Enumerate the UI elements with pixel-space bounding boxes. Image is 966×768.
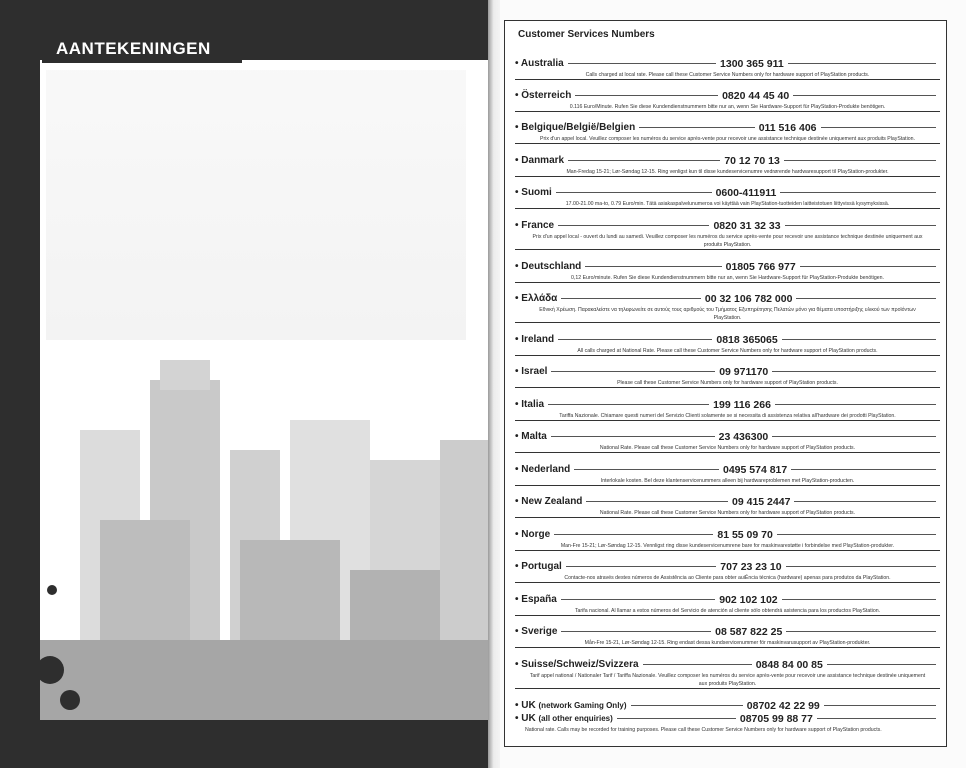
entry-sverige <box>515 625 940 648</box>
entry-note: 0.116 Euro/Minute. Rufen Sie diese Kundendienstnummern bitte nur an, wenn Sie Hardware-Support für PlayStation-Produkte benötigen. <box>569 104 886 110</box>
phone-number: 81 55 09 70 <box>717 528 773 541</box>
faded-watermark <box>46 70 466 370</box>
entry-ireland <box>515 333 940 356</box>
phone-number: 011 516 406 <box>758 121 817 134</box>
section-title: Customer Services Numbers <box>518 29 655 40</box>
country-name: • Sverige <box>515 626 558 637</box>
phone-number: 902 102 102 <box>719 593 778 606</box>
entry-note: Εθνική Χρέωση. Παρακαλείστε να τηλεφωνείτε σε αυτούς τους αριθμούς του Τμήματος Εξυπηρέτησης Πελατών μόνο για θέματα υποστήριξης υλικού των προϊόντων PlayStation. <box>539 307 916 321</box>
country-name: • Suisse/Schweiz/Svizzera <box>515 659 639 670</box>
entry-note: All calls charged at National Rate. Please call these Customer Service Numbers only for hardware support of PlayStation products. <box>577 348 878 354</box>
customer-services-box <box>504 20 947 747</box>
entry-portugal <box>515 560 940 583</box>
country-name: • Österreich <box>515 90 572 101</box>
phone-number: 199 116 266 <box>713 398 771 411</box>
country-name: • Ireland <box>515 334 555 345</box>
entry-malta <box>515 430 940 453</box>
entry-note: Interlokale kosten. Bel deze klantenservicenummers alleen bij hardwareproblemen met PlayStation-producten. <box>600 478 855 484</box>
phone-number: 08705 99 88 77 <box>739 712 813 725</box>
entry-note: Calls charged at local rate. Please call these Customer Service Numbers only for hardware support of PlayStation products. <box>585 72 870 78</box>
entry-israel <box>515 365 940 388</box>
entry-note: National rate. Calls may be recorded for training purposes. Please call these Customer Service Numbers only for hardware support of PlayStation products. <box>525 727 882 733</box>
entry-note: National Rate. Please call these Customer Service Numbers only for hardware support of PlayStation products. <box>599 445 856 451</box>
entry-note: Tarif appel national / Nationaler Tarif / Tariffa Nazionale. Veuillez composer les numéros du service après-vente pour recevoir une assistance technique destinée uniquement aux produits PlayStation. <box>529 673 926 687</box>
uk-sub-label: (all other enquiries) <box>538 714 613 723</box>
page-title: AANTEKENINGEN <box>42 35 242 63</box>
phone-number: 01805 766 977 <box>725 260 796 273</box>
entry-uk <box>515 699 940 734</box>
phone-number: 0820 44 45 40 <box>722 89 790 102</box>
right-page <box>500 0 966 768</box>
country-name: • Ελλάδα <box>515 293 558 304</box>
phone-number: 0818 365065 <box>716 333 778 346</box>
country-name: • Australia <box>515 58 564 69</box>
entry-deutschland <box>515 260 940 283</box>
entry-suisse <box>515 658 940 689</box>
phone-number: 09 415 2447 <box>732 495 791 508</box>
country-name: • France <box>515 220 555 231</box>
country-name: • Suomi <box>515 187 552 198</box>
entry-danmark <box>515 154 940 177</box>
entry-note: Prix d'un appel local - ouvert du lundi au samedi. Veuillez composer les numéros du service après-vente pour recevoir une assistance technique destinée uniquement aux produits PlayStation. <box>532 234 923 248</box>
country-name: • Portugal <box>515 561 562 572</box>
entry-nederland <box>515 463 940 486</box>
entry-espana <box>515 593 940 616</box>
country-name: • Norge <box>515 529 551 540</box>
entry-note: Man-Fredag 15-21; Lør-Søndag 12-15. Ring venligst kun til disse kundeservicenumre vedrørende hardwaresupport til PlayStation-produkter. <box>566 169 889 175</box>
country-name: • España <box>515 594 557 605</box>
entry-note: 17.00-21.00 ma-to, 0.79 Euro/min. Tätä asiakaspalvelunumeroa voi käyttää vain PlayStation-tuotteiden laitteistotuen liittyvissä kysymyksissä. <box>565 201 890 207</box>
entry-note: Contacte-nos através destes números de Assistência ao Cliente para obter auiÊncia técnica (hardware) apenas para produtos da PlayStation. <box>564 575 891 581</box>
country-name: • Malta <box>515 431 547 442</box>
entry-new-zealand <box>515 495 940 518</box>
country-name: • UK (all other enquiries) <box>515 713 613 724</box>
country-name: • Danmark <box>515 155 565 166</box>
phone-number: 00 32 106 782 000 <box>704 292 793 305</box>
country-name: • Italia <box>515 399 545 410</box>
entry-australia <box>515 57 940 80</box>
phone-number: 08 587 822 25 <box>715 625 783 638</box>
entry-france <box>515 219 940 250</box>
entry-italia <box>515 398 940 421</box>
phone-number: 08702 42 22 99 <box>746 699 820 712</box>
entry-note: 0,12 Euro/minute. Rufen Sie diese Kundendienstnummern bitte nur an, wenn Sie Hardware-Support für PlayStation-Produkte benötigen. <box>571 275 884 281</box>
entry-osterreich <box>515 89 940 112</box>
entry-note: Prix d'un appel local. Veuillez composer les numéros du service après-vente pour recevoir une assistance technique destinée uniquement aux produits PlayStation. <box>540 136 915 142</box>
phone-number: 0848 84 00 85 <box>755 658 823 671</box>
country-name: • New Zealand <box>515 496 583 507</box>
uk-sub-label: (network Gaming Only) <box>538 701 627 710</box>
entry-norge <box>515 528 940 551</box>
phone-number: 1300 365 911 <box>720 57 784 70</box>
phone-number: 707 23 23 10 <box>720 560 782 573</box>
entry-suomi <box>515 186 940 209</box>
entry-ellada <box>515 292 940 323</box>
city-skyline-illustration <box>40 340 490 768</box>
entry-note: Mån-Fre 15-21, Lør-Søndag 12-15. Ring endast dessa kundservicenummer för maskinvarusupport av PlayStation-produkter. <box>584 640 871 646</box>
country-name: • Belgique/België/Belgien <box>515 122 636 133</box>
entry-note: National Rate. Please call these Customer Service Numbers only for hardware support of PlayStation products. <box>599 510 856 516</box>
entry-note: Tariffa Nazionale. Chiamare questi numeri del Servizio Clienti solamente se si necessita di assistenza relativa all'hardware dei prodotti PlayStation. <box>559 413 896 419</box>
entry-note: Man-Fre 15-21; Lør-Søndag 12-15. Vennligst ring disse kundeservicenumrene bare for maskinvarestøtte i forbindelse med PlayStation-produkter. <box>560 543 895 549</box>
phone-number: 09 971170 <box>719 365 769 378</box>
entry-belgique <box>515 121 940 144</box>
phone-number: 0600-411911 <box>715 186 777 199</box>
phone-number: 70 12 70 13 <box>724 154 780 167</box>
country-name: • Deutschland <box>515 261 582 272</box>
phone-number: 23 436300 <box>718 430 769 443</box>
phone-number: 0495 574 817 <box>722 463 788 476</box>
entry-note: Tarifa nacional. Al llamar a estos números del Servicio de atención al cliente sólo obtendrá asistencia para los productos PlayStation. <box>574 608 881 614</box>
entry-note: Please call these Customer Service Numbers only for hardware support of PlayStation products. <box>617 380 838 386</box>
country-name: • Nederland <box>515 464 571 475</box>
phone-number: 0820 31 32 33 <box>713 219 781 232</box>
country-name: • Israel <box>515 366 548 377</box>
country-name: • UK (network Gaming Only) <box>515 700 627 711</box>
